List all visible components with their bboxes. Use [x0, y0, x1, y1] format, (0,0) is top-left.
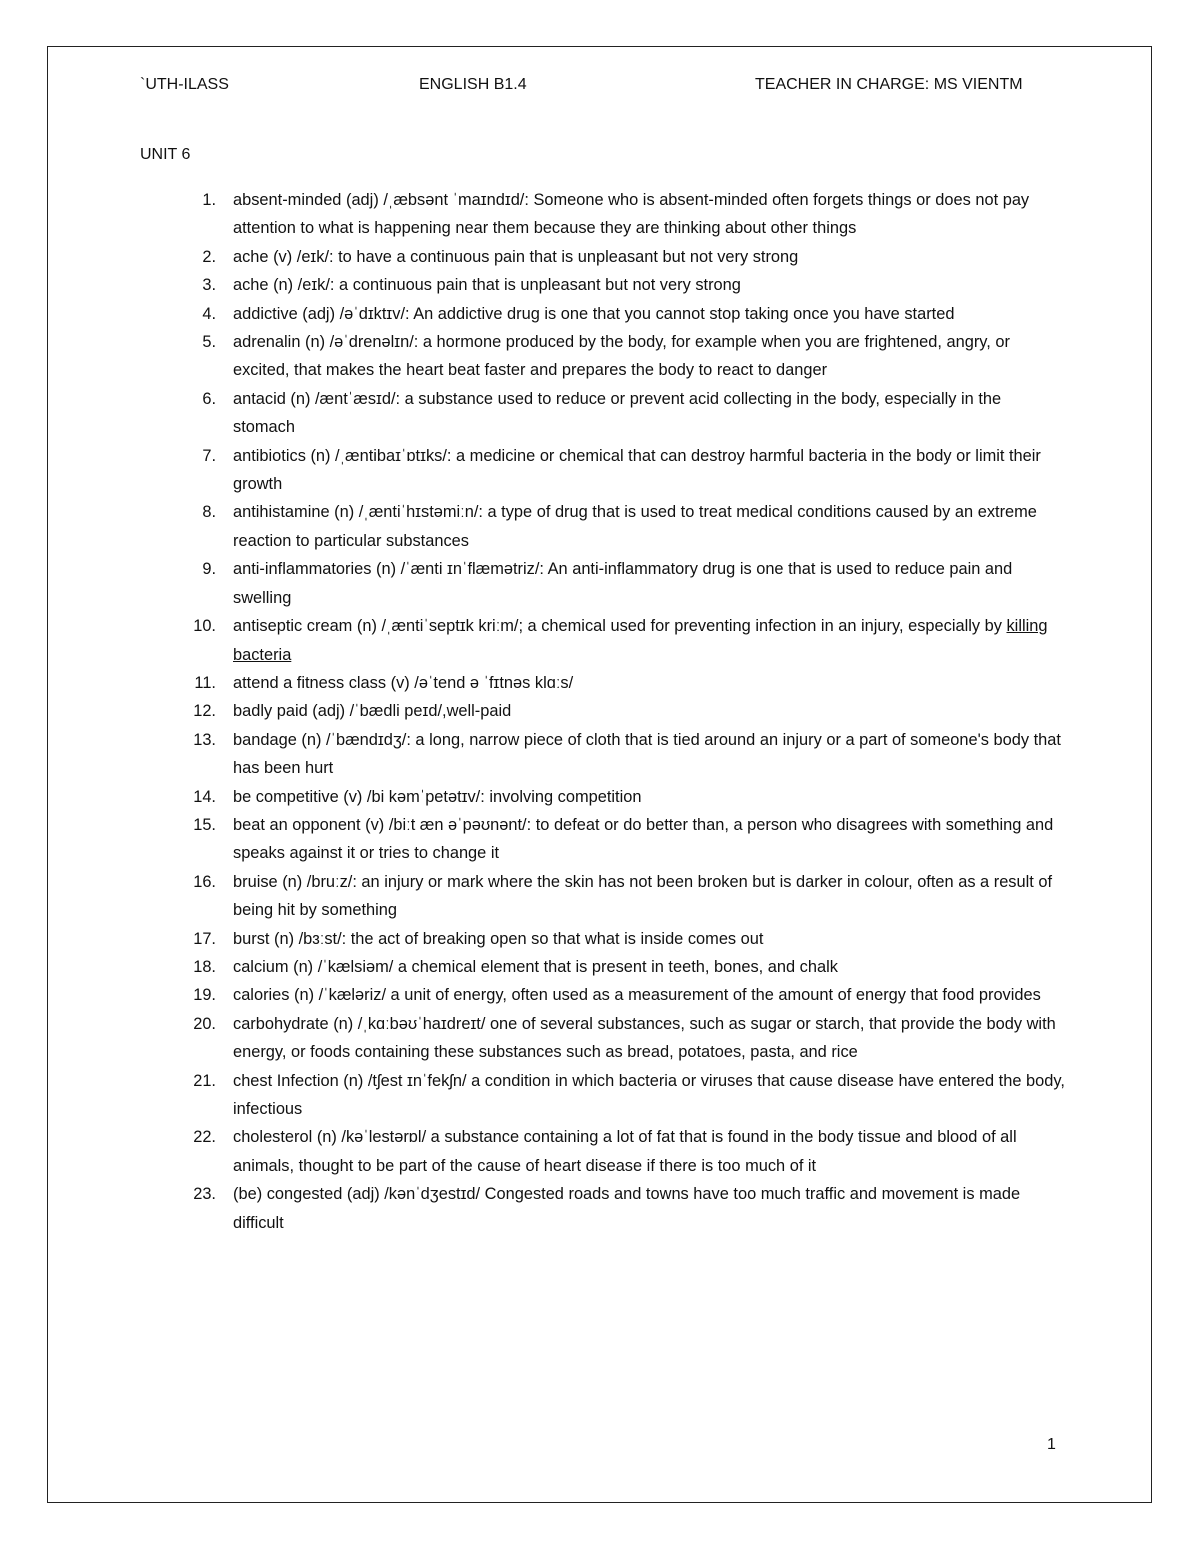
- item-number: 23.: [193, 1185, 216, 1204]
- item-text: badly paid (adj) /ˈbædli peɪd/,well-paid: [233, 702, 512, 721]
- vocab-item: [140, 328, 1065, 385]
- item-number: 11.: [194, 673, 216, 692]
- item-text: calcium (n) /ˈkælsiəm/ a chemical element that is present in teeth, bones, and chalk: [233, 957, 838, 976]
- item-text: cholesterol (n) /kəˈlestərɒl/ a substance containing a lot of fat that is found in the body tissue and blood of all animals, thought to be part of the cause of heart disease if there is too much of it: [233, 1128, 1017, 1175]
- vocab-item: [140, 811, 1065, 868]
- vocab-item: [140, 243, 1065, 271]
- vocab-item: [140, 953, 1065, 981]
- vocab-item: [140, 783, 1065, 811]
- item-number: 19.: [193, 986, 216, 1005]
- vocab-item: [140, 1180, 1065, 1237]
- item-text: bandage (n) /ˈbændɪdʒ/: a long, narrow piece of cloth that is tied around an injury or a part of someone's body that has been hurt: [233, 730, 1061, 778]
- item-text: attend a fitness class (v) /əˈtend ə ˈfɪtnəs klɑːs/: [233, 673, 574, 692]
- item-number: 10.: [193, 617, 216, 636]
- header-teacher: TEACHER IN CHARGE: MS VIENTM: [755, 76, 1023, 93]
- vocab-item: [140, 498, 1065, 555]
- vocab-item: [140, 669, 1065, 697]
- item-text: (be) congested (adj) /kənˈdʒestɪd/ Congested roads and towns have too much traffic and movement is made difficult: [233, 1185, 1021, 1232]
- item-number: 13.: [193, 730, 216, 749]
- item-number: 21.: [193, 1071, 216, 1090]
- item-number: 6.: [202, 389, 216, 408]
- unit-title: UNIT 6: [140, 146, 191, 163]
- item-text: bruise (n) /bruːz/: an injury or mark where the skin has not been broken but is darker in colour, often as a result of being hit by something: [233, 872, 1053, 920]
- vocab-item: [140, 726, 1065, 783]
- item-number: 5.: [202, 333, 216, 352]
- item-text: adrenalin (n) /əˈdrenəlɪn/: a hormone produced by the body, for example when you are frightened, angry, or excited, that makes the heart beat faster and prepares the body to react to danger: [233, 333, 1010, 380]
- item-number: 7.: [202, 446, 216, 465]
- item-text: burst (n) /bɜːst/: the act of breaking open so that what is inside comes out: [233, 929, 764, 948]
- item-number: 22.: [193, 1128, 216, 1147]
- vocab-item: [140, 300, 1065, 328]
- item-number: 2.: [202, 247, 216, 266]
- vocab-item: [140, 1010, 1065, 1067]
- item-number: 15.: [193, 815, 216, 834]
- vocab-item: [140, 1067, 1065, 1124]
- header-course-title: ENGLISH B1.4: [419, 76, 527, 93]
- page-number: 1: [1047, 1436, 1056, 1453]
- item-text: be competitive (v) /bi kəmˈpetətɪv/: involving competition: [233, 787, 642, 806]
- item-number: 8.: [202, 503, 216, 522]
- item-number: 9.: [202, 560, 216, 579]
- header-class-code: `UTH-ILASS: [140, 76, 229, 93]
- item-number: 16.: [193, 872, 216, 891]
- vocab-item: [140, 868, 1065, 925]
- item-text: absent-minded (adj) /ˌæbsənt ˈmaɪndɪd/: Someone who is absent-minded often forgets things or does not pay attention to what is happening near them because they are thinking about other things: [233, 191, 1030, 238]
- item-text: addictive (adj) /əˈdɪktɪv/: An addictive drug is one that you cannot stop taking once you have started: [233, 304, 955, 323]
- vocab-item: [140, 442, 1065, 499]
- vocab-item: [140, 271, 1065, 299]
- item-text: antacid (n) /æntˈæsɪd/: a substance used to reduce or prevent acid collecting in the body, especially in the stomach: [233, 389, 1002, 437]
- item-number: 17.: [193, 929, 216, 948]
- item-text: chest Infection (n) /tʃest ɪnˈfekʃn/ a condition in which bacteria or viruses that cause disease have entered the body, infectious: [233, 1071, 1065, 1118]
- vocab-item: [140, 1123, 1065, 1180]
- item-number: 14.: [193, 787, 216, 806]
- item-text: carbohydrate (n) /ˌkɑːbəʊˈhaɪdreɪt/ one of several substances, such as sugar or starch, that provide the body with energy, or foods containing these substances such as bread, potatoes, pasta, and rice: [233, 1014, 1056, 1062]
- item-text: ache (v) /eɪk/: to have a continuous pain that is unpleasant but not very strong: [233, 247, 799, 266]
- vocabulary-list: [140, 186, 1065, 1237]
- item-number: 18.: [193, 957, 216, 976]
- item-text: calories (n) /ˈkæləriz/ a unit of energy, often used as a measurement of the amount of energy that food provides: [233, 986, 1041, 1005]
- item-number: 20.: [193, 1014, 216, 1033]
- item-number: 12.: [193, 702, 216, 721]
- item-text: ache (n) /eɪk/: a continuous pain that is unpleasant but not very strong: [233, 276, 741, 295]
- vocab-item: [140, 186, 1065, 243]
- item-text: antiseptic cream (n) /ˌæntiˈseptɪk kriːm/; a chemical used for preventing infection in an injury, especially by: [233, 617, 1007, 636]
- item-text: anti-inflammatories (n) /ˈænti ɪnˈflæmətriz/: An anti-inflammatory drug is one that is used to reduce pain and swelling: [233, 560, 1013, 607]
- vocab-item: [140, 385, 1065, 442]
- vocab-item: [140, 925, 1065, 953]
- item-text: beat an opponent (v) /biːt æn əˈpəʊnənt/: to defeat or do better than, a person who disagrees with something and speaks against it or tries to change it: [233, 815, 1054, 863]
- item-text: antihistamine (n) /ˌæntiˈhɪstəmiːn/: a type of drug that is used to treat medical conditions caused by an extreme reaction to particular substances: [233, 503, 1037, 550]
- vocab-item: [140, 612, 1065, 669]
- item-number: 4.: [202, 304, 216, 323]
- item-number: 3.: [202, 276, 216, 295]
- vocab-item: [140, 697, 1065, 725]
- killing-bacteria-link[interactable]: killing bacteria: [233, 617, 1048, 664]
- vocab-item: [140, 981, 1065, 1009]
- item-number: 1.: [202, 191, 216, 209]
- item-text: antibiotics (n) /ˌæntibaɪˈɒtɪks/: a medicine or chemical that can destroy harmful bacteria in the body or limit their growth: [233, 446, 1041, 494]
- vocab-item: [140, 555, 1065, 612]
